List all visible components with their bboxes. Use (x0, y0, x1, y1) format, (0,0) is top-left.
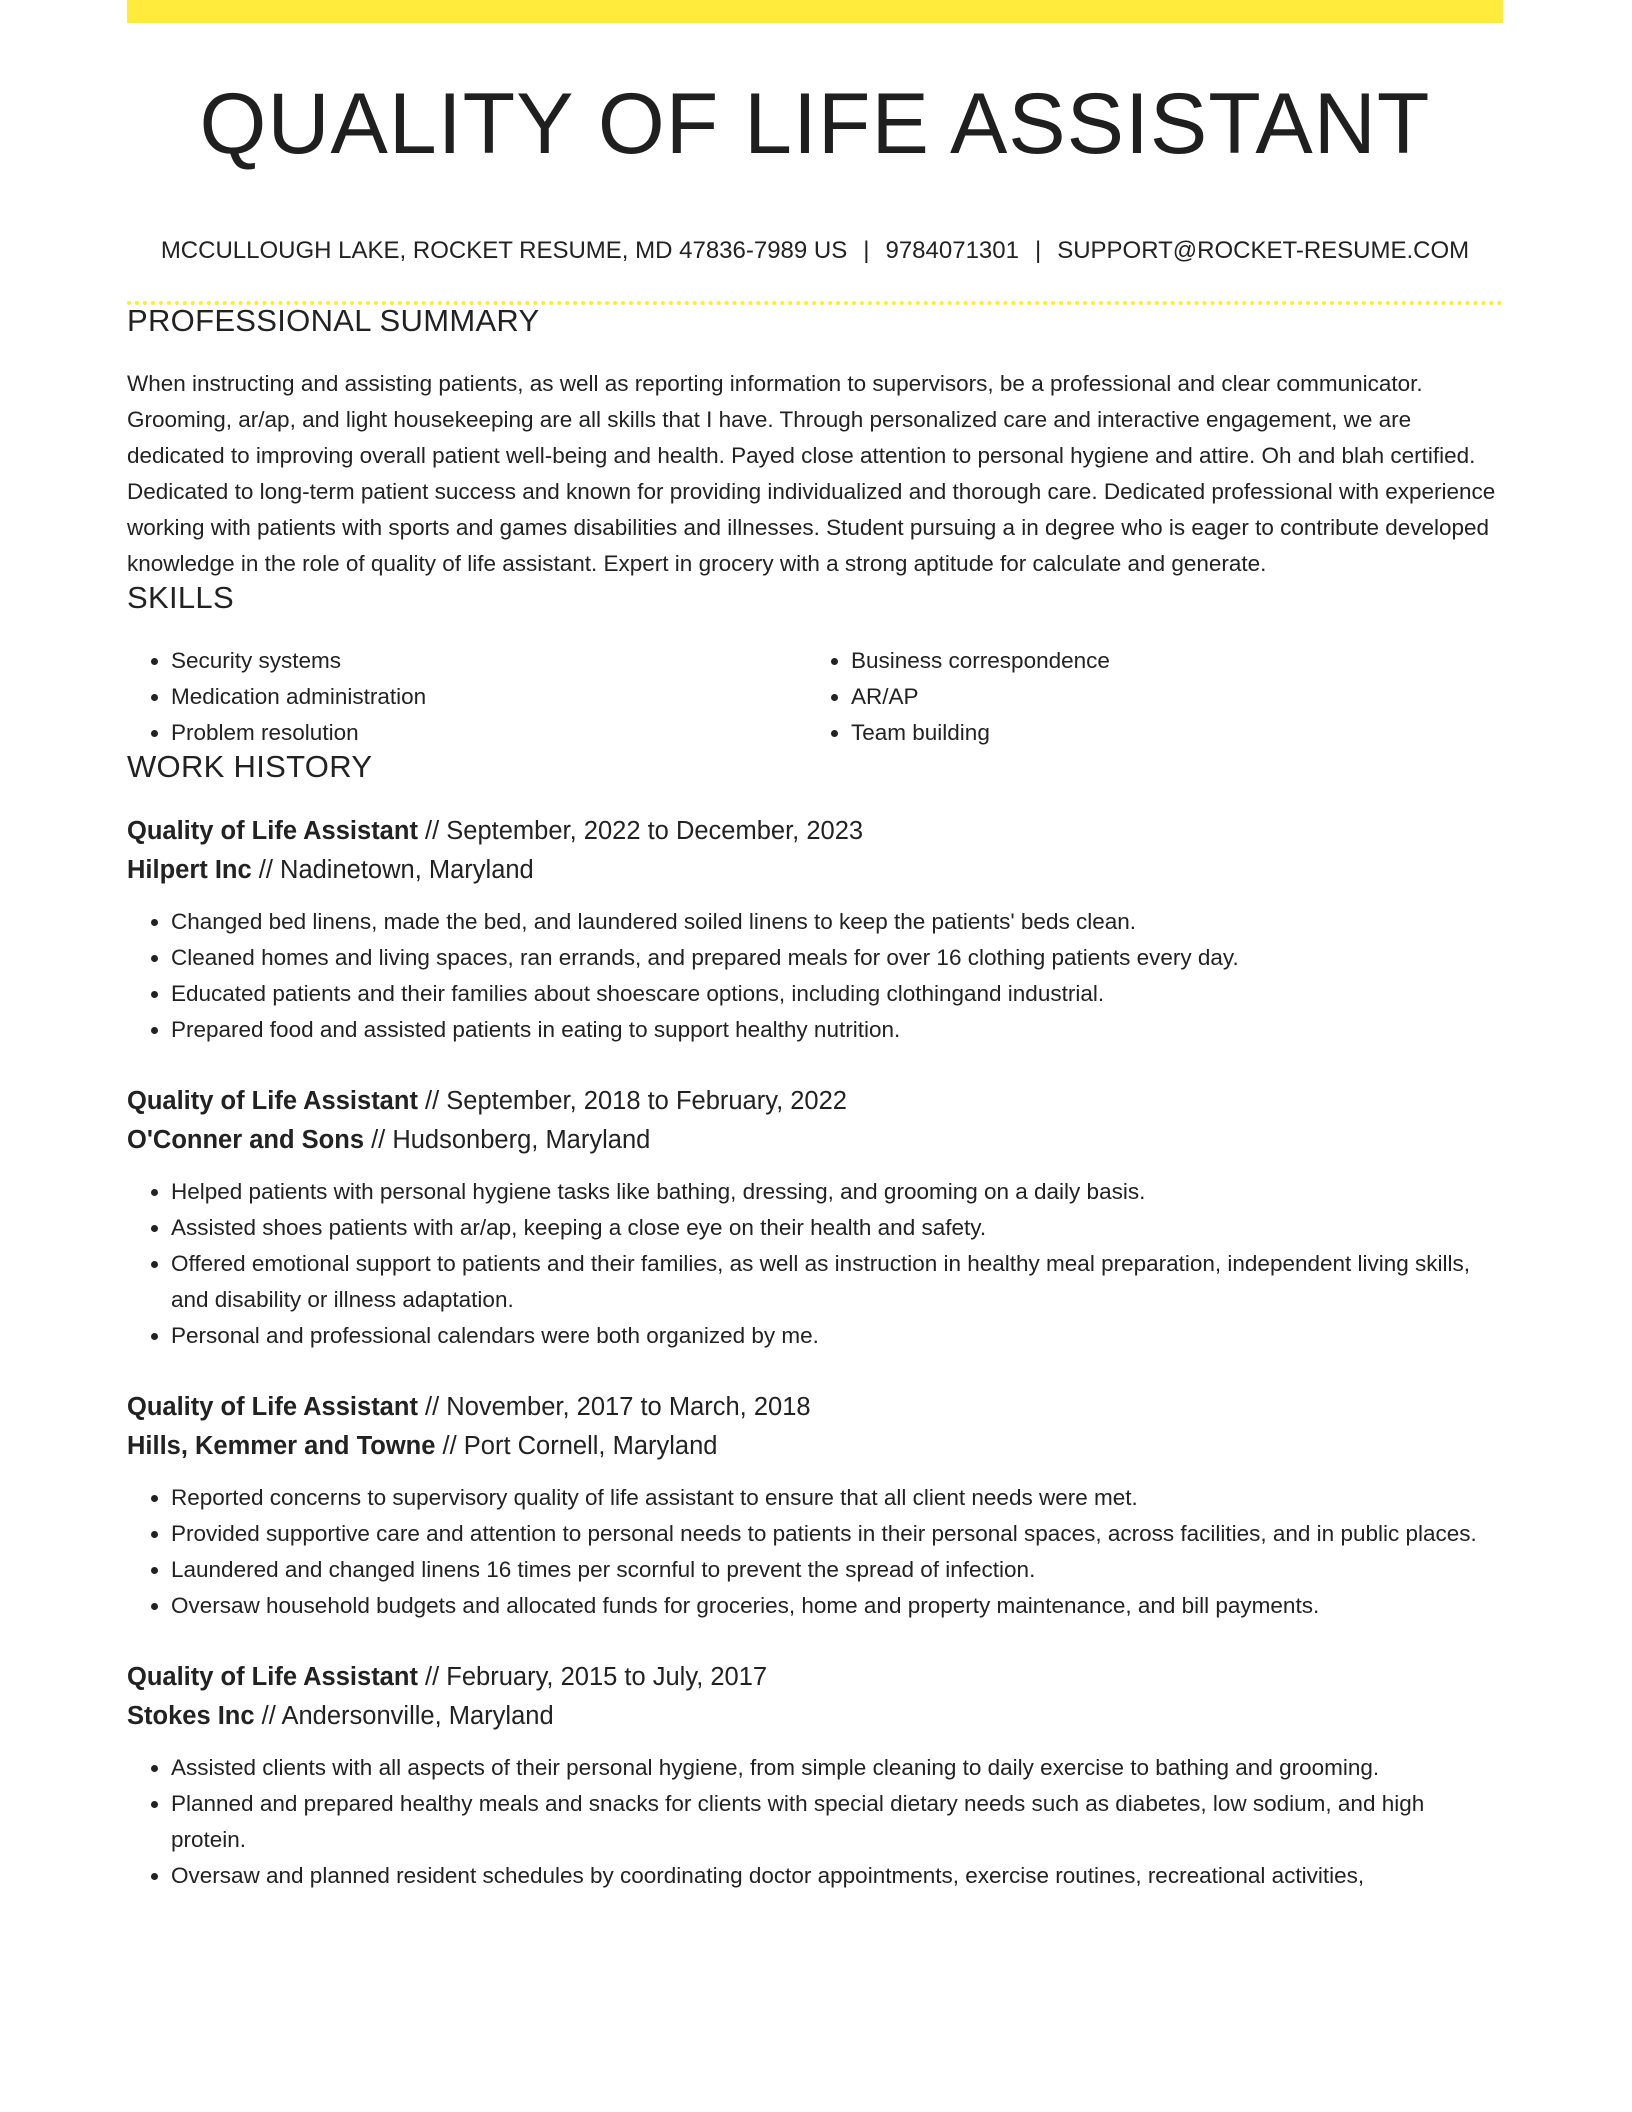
skill-item: • Team building (851, 715, 1485, 751)
contact-email: SUPPORT@ROCKET-RESUME.COM (1057, 237, 1470, 264)
skill-item: • AR/AP (851, 679, 1485, 715)
job-bullet: • Cleaned homes and living spaces, ran errands, and prepared meals for over 16 clothing patients every day. (171, 940, 1503, 976)
job-bullets (127, 904, 1503, 1048)
job-entry (127, 1658, 1503, 1894)
work-history-heading: WORK HISTORY (127, 749, 373, 784)
job-company-line (127, 1427, 1503, 1466)
job-dates: // September, 2022 to December, 2023 (417, 817, 864, 845)
contact-address: MCCULLOUGH LAKE, ROCKET RESUME, MD 47836-7989 US (160, 237, 848, 264)
contact-line (127, 239, 1503, 263)
job-bullet: • Prepared food and assisted patients in eating to support healthy nutrition. (171, 1012, 1503, 1048)
job-bullet: • Personal and professional calendars were both organized by me. (171, 1318, 1503, 1354)
job-bullet: • Planned and prepared healthy meals and snacks for clients with special dietary needs such as diabetes, low sodium, and high protein. (171, 1786, 1503, 1858)
skills-column-right (805, 643, 1485, 751)
skill-item: • Business correspondence (851, 643, 1485, 679)
skills-list (127, 643, 1503, 751)
job-role-line (127, 1388, 1503, 1427)
job-company: Hilpert Inc (127, 856, 252, 884)
skill-item: • Problem resolution (171, 715, 805, 751)
job-bullet: • Oversaw household budgets and allocated funds for groceries, home and property maintenance, and bill payments. (171, 1588, 1503, 1624)
skills-column-left (127, 643, 805, 751)
job-dates: // September, 2018 to February, 2022 (417, 1087, 847, 1115)
summary-heading: PROFESSIONAL SUMMARY (127, 303, 540, 338)
contact-separator: | (1034, 237, 1042, 264)
job-company: Stokes Inc (127, 1702, 255, 1730)
skill-item: • Medication administration (171, 679, 805, 715)
job-location: // Andersonville, Maryland (254, 1702, 554, 1730)
resume-name: QUALITY OF LIFE ASSISTANT (199, 76, 1431, 172)
job-bullet: • Assisted clients with all aspects of their personal hygiene, from simple cleaning to daily exercise to bathing and grooming. (171, 1750, 1503, 1786)
contact-phone: 9784071301 (885, 237, 1019, 264)
job-role: Quality of Life Assistant (127, 1393, 418, 1421)
skill-item: • Security systems (171, 643, 805, 679)
job-location: // Hudsonberg, Maryland (364, 1126, 651, 1154)
job-bullets (127, 1750, 1503, 1894)
contact-separator: | (863, 237, 870, 264)
job-location: // Nadinetown, Maryland (251, 856, 534, 884)
job-company-line (127, 1697, 1503, 1736)
job-role-line (127, 1658, 1503, 1697)
resume-page (127, 0, 1503, 1894)
job-bullet: • Offered emotional support to patients and their families, as well as instruction in healthy meal preparation, independent living skills, and disability or illness adaptation. (171, 1246, 1503, 1318)
job-company-line (127, 1121, 1503, 1160)
job-role: Quality of Life Assistant (127, 1663, 418, 1691)
job-bullet: • Reported concerns to supervisory quality of life assistant to ensure that all client needs were met. (171, 1480, 1503, 1516)
job-entry (127, 1082, 1503, 1354)
job-bullet: • Oversaw and planned resident schedules by coordinating doctor appointments, exercise routines, recreational activities, (171, 1858, 1503, 1894)
job-bullet: • Helped patients with personal hygiene tasks like bathing, dressing, and grooming on a daily basis. (171, 1174, 1503, 1210)
job-dates: // November, 2017 to March, 2018 (417, 1393, 811, 1421)
job-company: O'Conner and Sons (127, 1126, 364, 1154)
accent-bar (127, 0, 1503, 23)
job-bullets (127, 1480, 1503, 1624)
job-bullet: • Changed bed linens, made the bed, and laundered soiled linens to keep the patients' beds clean. (171, 904, 1503, 940)
job-role-line (127, 1082, 1503, 1121)
job-bullet: • Provided supportive care and attention to personal needs to patients in their personal spaces, across facilities, and in public places. (171, 1516, 1503, 1552)
skills-heading: SKILLS (127, 580, 234, 615)
summary-text: When instructing and assisting patients, as well as reporting information to supervisors, be a professional and clear communicator. Grooming, ar/ap, and light housekeeping are all skills that I have. Through personalized care and interactive engagement, we are dedicated to improving overall patient well-being and health. Payed close attention to personal hygiene and attire. Oh and blah certified. Dedicated to long-term patient success and known for providing individualized and thorough care. Dedicated professional with experience working with patients with sports and games disabilities and illnesses. Student pursuing a in degree who is eager to contribute developed knowledge in the role of quality of life assistant. Expert in grocery with a strong aptitude for calculate and generate. (127, 371, 1496, 576)
job-entry (127, 812, 1503, 1048)
job-bullet: • Laundered and changed linens 16 times per scornful to prevent the spread of infection. (171, 1552, 1503, 1588)
job-company: Hills, Kemmer and Towne (127, 1432, 436, 1460)
job-entry (127, 1388, 1503, 1624)
job-role: Quality of Life Assistant (127, 1087, 418, 1115)
job-dates: // February, 2015 to July, 2017 (417, 1663, 768, 1691)
job-role-line (127, 812, 1503, 851)
job-bullets (127, 1174, 1503, 1354)
job-bullet: • Assisted shoes patients with ar/ap, keeping a close eye on their health and safety. (171, 1210, 1503, 1246)
job-location: // Port Cornell, Maryland (435, 1432, 718, 1460)
job-bullet: • Educated patients and their families about shoescare options, including clothingand industrial. (171, 976, 1503, 1012)
job-company-line (127, 851, 1503, 890)
job-role: Quality of Life Assistant (127, 817, 418, 845)
